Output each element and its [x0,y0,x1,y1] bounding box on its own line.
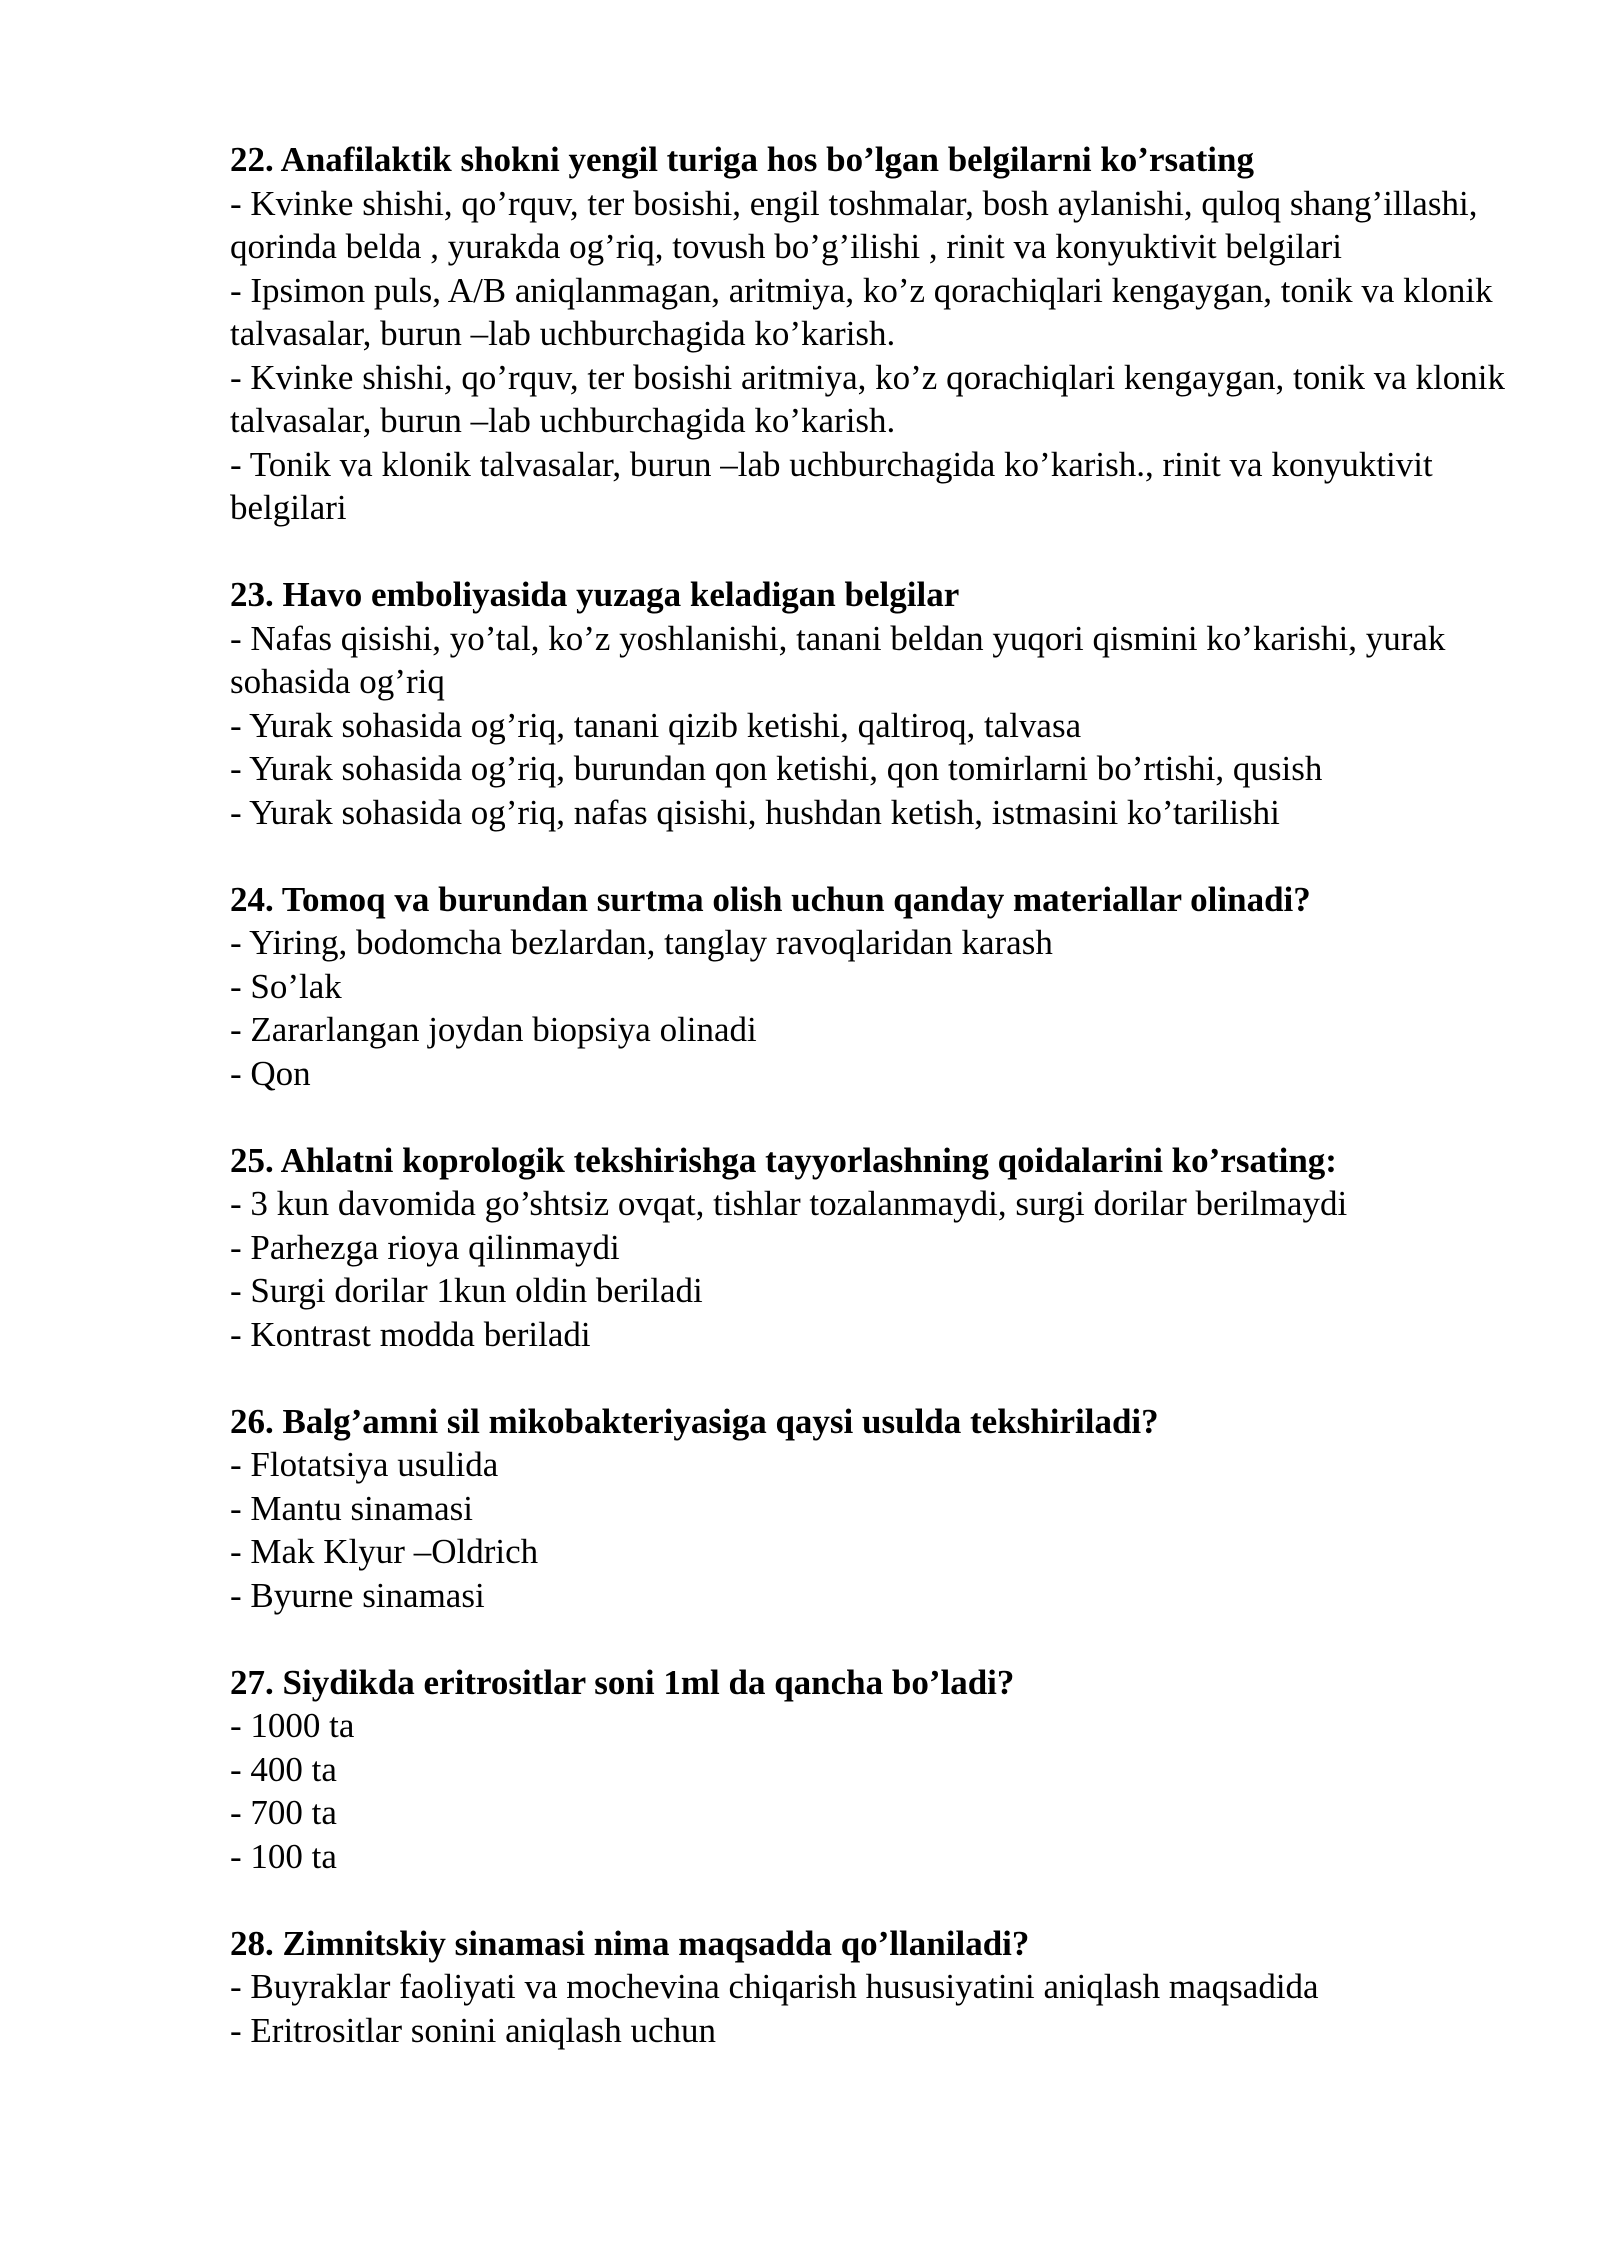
answer-option: - Yiring, bodomcha bezlardan, tanglay ravoqlaridan karash [230,923,1053,962]
question-title: 24. Tomoq va burundan surtma olish uchun qanday materiallar olinadi? [230,879,1311,919]
question-25 [230,1139,1530,1357]
question-title: 27. Siydikda eritrositlar soni 1ml da qancha bo’ladi? [230,1662,1015,1702]
answer-option: - Yurak sohasida og’riq, burundan qon ketishi, qon tomirlarni bo’rtishi, qusish [230,749,1323,788]
question-title: 26. Balg’amni sil mikobakteriyasiga qaysi usulda tekshiriladi? [230,1401,1159,1441]
answer-option: - 700 ta [230,1793,337,1832]
answer-option: - Buyraklar faoliyati va mochevina chiqarish hususiyatini aniqlash maqsadida [230,1967,1319,2006]
answer-option: - Zararlangan joydan biopsiya olinadi [230,1010,757,1049]
answer-option: - Surgi dorilar 1kun oldin beriladi [230,1271,703,1310]
question-22 [230,138,1530,530]
answer-option: - Mantu sinamasi [230,1488,474,1528]
question-title: 28. Zimnitskiy sinamasi nima maqsadda qo’llaniladi? [230,1923,1030,1963]
answer-option: - Kontrast modda beriladi [230,1314,591,1354]
answer-option: - 3 kun davomida go’shtsiz ovqat, tishlar tozalanmaydi, surgi dorilar berilmaydi [230,1184,1348,1223]
answer-option: - Mak Klyur –Oldrich [230,1532,539,1571]
answer-option: - Kvinke shishi, qo’rquv, ter bosishi, engil toshmalar, bosh aylanishi, quloq shang’illashi, qorinda belda , yurakda og’riq, tovush bo’g’ilishi , rinit va konyuktivit belgilari [230,183,1478,266]
answer-option: - Yurak sohasida og’riq, tanani qizib ketishi, qaltiroq, talvasa [230,705,1082,745]
question-26 [230,1400,1530,1618]
document-page [230,138,1530,2096]
answer-option: - 100 ta [230,1836,337,1876]
question-23 [230,573,1530,834]
question-28 [230,1922,1530,2053]
answer-option: - Nafas qisishi, yo’tal, ko’z yoshlanishi, tanani beldan yuqori qismini ko’karishi, yurak sohasida og’riq [230,618,1446,701]
answer-option: - 400 ta [230,1749,337,1789]
answer-option: - Yurak sohasida og’riq, nafas qisishi, hushdan ketish, istmasini ko’tarilishi [230,792,1280,832]
answer-option: - Qon [230,1053,311,1093]
answer-option: - Kvinke shishi, qo’rquv, ter bosishi aritmiya, ko’z qorachiqlari kengaygan, tonik va klonik talvasalar, burun –lab uchburchagida ko’karish. [230,357,1505,440]
question-27 [230,1661,1530,1879]
answer-option: - Ipsimon puls, A/B aniqlanmagan, aritmiya, ko’z qorachiqlari kengaygan, tonik va klonik talvasalar, burun –lab uchburchagida ko’karish. [230,270,1493,353]
question-title: 25. Ahlatni koprologik tekshirishga tayyorlashning qoidalarini ko’rsating: [230,1140,1337,1180]
answer-option: - 1000 ta [230,1706,355,1745]
question-24 [230,878,1530,1096]
question-title: 22. Anafilaktik shokni yengil turiga hos bo’lgan belgilarni ko’rsating [230,140,1254,179]
answer-option: - Flotatsiya usulida [230,1445,499,1484]
answer-option: - So’lak [230,966,342,1006]
answer-option: - Eritrositlar sonini aniqlash uchun [230,2010,717,2050]
question-title: 23. Havo emboliyasida yuzaga keladigan belgilar [230,575,960,614]
answer-option: - Parhezga rioya qilinmaydi [230,1227,620,1267]
answer-option: - Tonik va klonik talvasalar, burun –lab uchburchagida ko’karish., rinit va konyuktivit belgilari [230,444,1433,527]
answer-option: - Byurne sinamasi [230,1575,485,1615]
